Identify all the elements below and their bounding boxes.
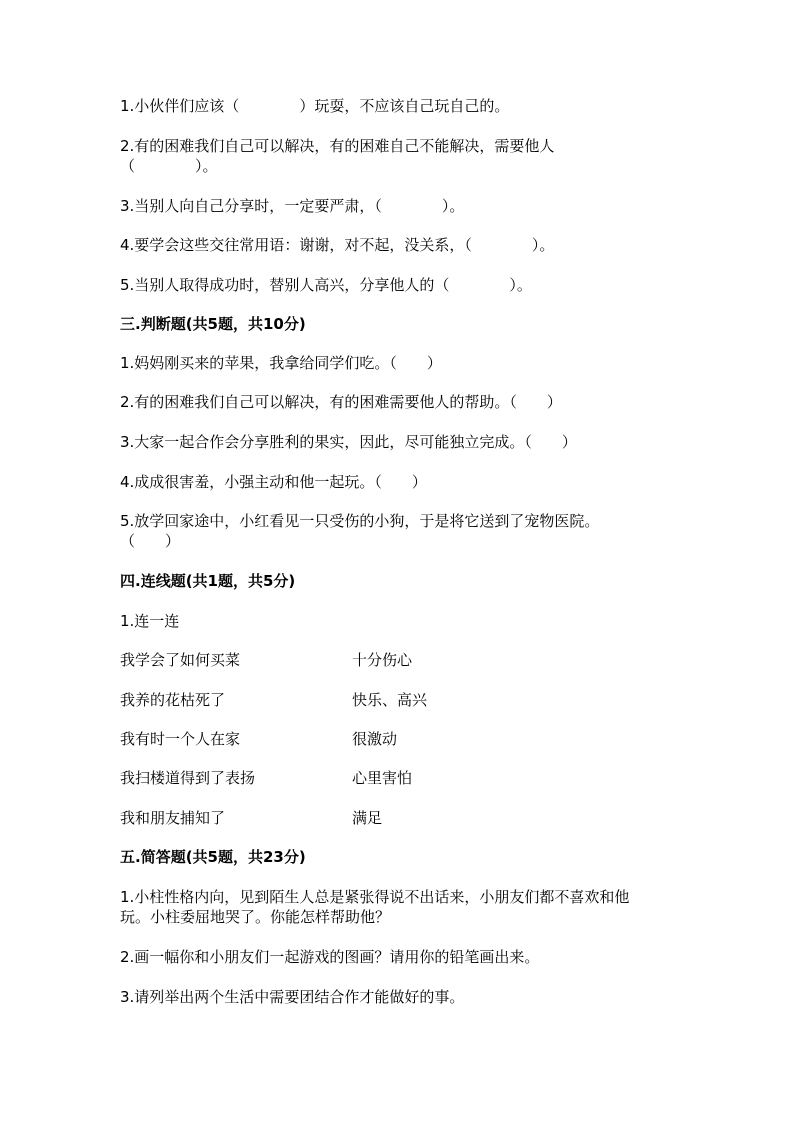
judge-item-5: 5.放学回家途中，小红看见一只受伤的小狗，于是将它送到了宠物医院。 [120,512,600,530]
matching-question: 1.连一连 [120,612,180,630]
matching-right-item: 满足 [352,809,383,827]
short-answer-item-1: 1.小柱性格内向，见到陌生人总是紧张得说不出话来，小朋友们都不喜欢和他 [120,888,630,906]
short-answer-item-1-continued: 玩。小柱委屈地哭了。你能怎样帮助他？ [120,908,391,926]
short-answer-item-2: 2.画一幅你和小朋友们一起游戏的图画？请用你的铅笔画出来。 [120,948,540,966]
section-5-heading: 五.简答题(共5题，共23分) [120,848,306,866]
judge-item-3: 3.大家一起合作会分享胜利的果实，因此，尽可能独立完成。（ ） [120,433,577,451]
matching-left-item: 我有时一个人在家 [120,730,241,748]
fill-blank-item-5: 5.当别人取得成功时，替别人高兴，分享他人的（ ）。 [120,276,532,294]
matching-left-item: 我学会了如何买菜 [120,651,241,669]
section-3-heading: 三.判断题(共5题，共10分) [120,315,306,333]
matching-right-item: 很激动 [352,730,398,748]
fill-blank-item-1: 1.小伙伴们应该（ ）玩耍，不应该自己玩自己的。 [120,97,510,115]
matching-right-item: 十分伤心 [352,651,413,669]
fill-blank-item-2-continued: （ ）。 [120,157,218,175]
matching-left-item: 我扫楼道得到了表扬 [120,769,256,787]
judge-item-2: 2.有的困难我们自己可以解决，有的困难需要他人的帮助。（ ） [120,393,562,411]
section-4-heading: 四.连线题(共1题，共5分) [120,572,296,590]
matching-right-item: 快乐、高兴 [352,691,428,709]
matching-left-item: 我养的花枯死了 [120,691,226,709]
short-answer-item-3: 3.请列举出两个生活中需要团结合作才能做好的事。 [120,988,465,1006]
judge-item-4: 4.成成很害羞，小强主动和他一起玩。（ ） [120,473,427,491]
judge-item-5-continued: （ ） [120,532,181,550]
fill-blank-item-4: 4.要学会这些交往常用语：谢谢，对不起，没关系，（ ）。 [120,236,555,254]
fill-blank-item-3: 3.当别人向自己分享时，一定要严肃，（ ）。 [120,197,465,215]
fill-blank-item-2: 2.有的困难我们自己可以解决，有的困难自己不能解决，需要他人 [120,137,555,155]
matching-left-item: 我和朋友捕知了 [120,809,226,827]
matching-right-item: 心里害怕 [352,769,413,787]
judge-item-1: 1.妈妈刚买来的苹果，我拿给同学们吃。（ ） [120,354,442,372]
